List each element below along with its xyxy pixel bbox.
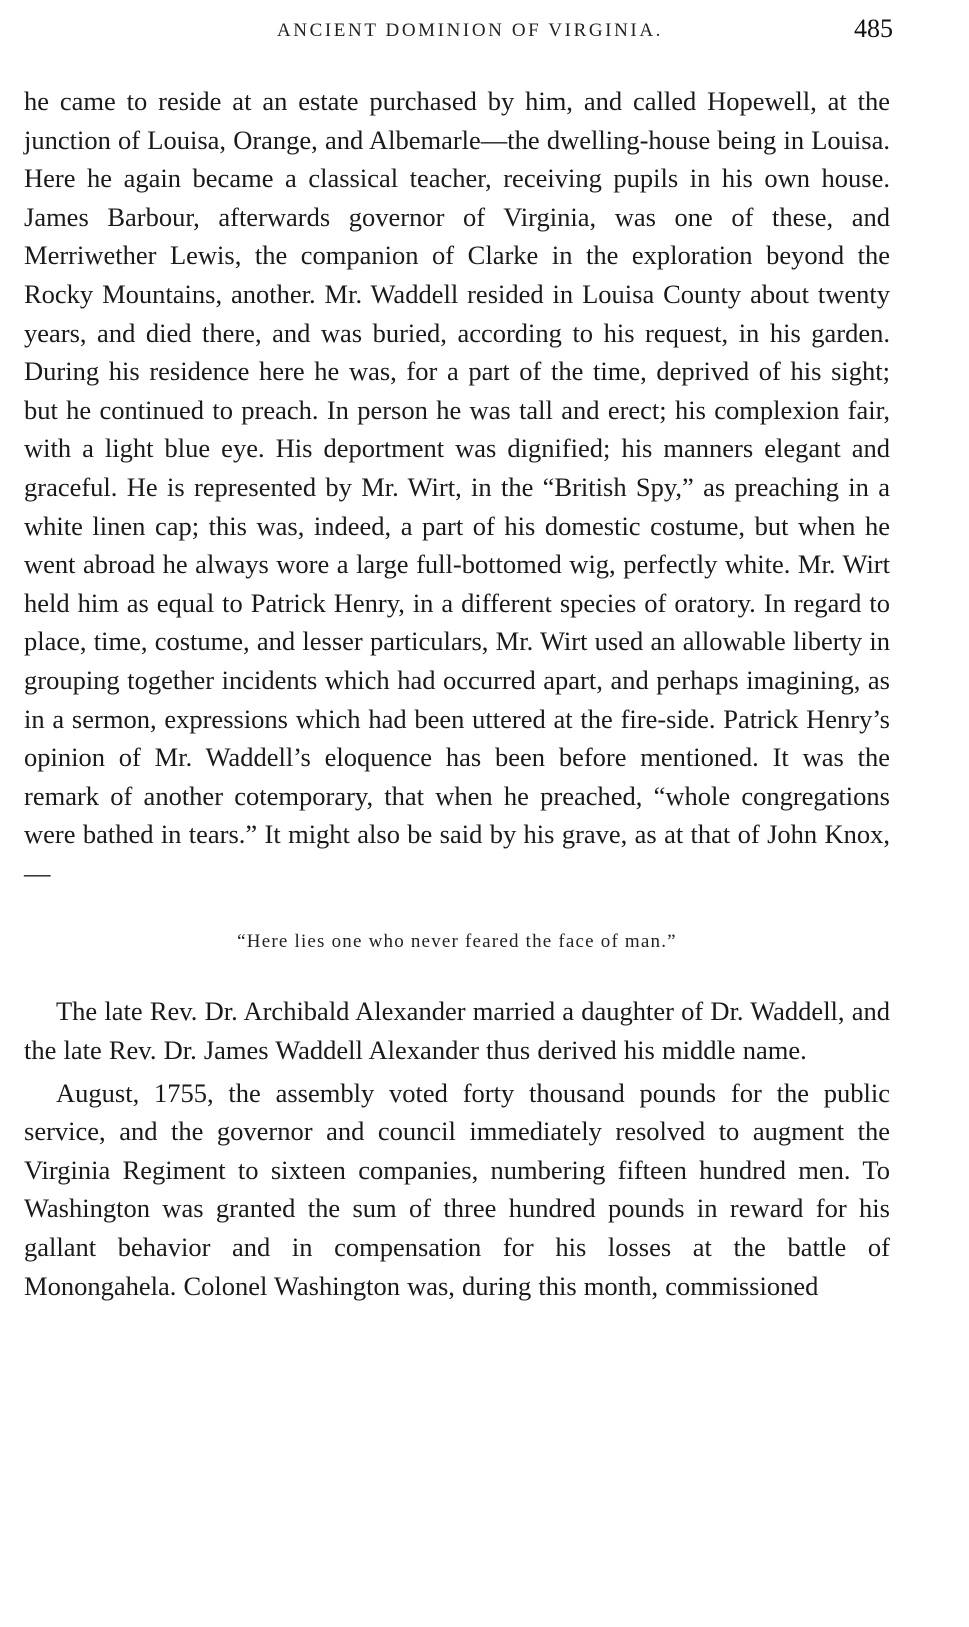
paragraph-continuation: he came to reside at an estate purchased by him, and called Hopewell, at the junction of Louisa, Orange, and Albemarle—the dwelling-house being in Louisa. Here he again became a classical teacher, receiving pupils in his own house. James Barbour, afterwards governor of Virginia, was one of these, and Merriwether Lewis, the companion of Clarke in the exploration beyond the Rocky Mountains, another. Mr. Waddell resided in Louisa County about twenty years, and died there, and was buried, according to his request, in his garden. During his residence here he was, for a part of the time, deprived of his sight; but he continued to preach. In person he was tall and erect; his complexion fair, with a light blue eye. His deportment was dignified; his manners elegant and graceful. He is represented by Mr. Wirt, in the “British Spy,” as preaching in a white linen cap; this was, indeed, a part of his domestic costume, but when he went abroad he always wore a large full-bottomed wig, perfectly white. Mr. Wirt held him as equal to Patrick Henry, in a different species of oratory. In regard to place, time, costume, and lesser particulars, Mr. Wirt used an allowable liberty in grouping together incidents which had occurred apart, and perhaps imagining, as in a sermon, expressions which had been uttered at the fire-side. Patrick Henry’s opinion of Mr. Waddell’s eloquence has been before mentioned. It was the remark of another cotemporary, that when he preached, “whole congregations were bathed in tears.” It might also be said by his grave, as at that of John Knox,— <box>24 86 890 888</box>
text-body <box>24 82 890 1305</box>
running-head <box>0 14 969 50</box>
running-title: ANCIENT DOMINION OF VIRGINIA. <box>276 20 664 41</box>
page-number: 485 <box>854 14 893 43</box>
epitaph-quote: “Here lies one who never feared the face of man.” <box>237 931 677 953</box>
paragraph-alexander: The late Rev. Dr. Archibald Alexander married a daughter of Dr. Waddell, and the late Rev. Dr. James Waddell Alexander thus derived his middle name. <box>24 996 890 1066</box>
paragraph-august-1755: August, 1755, the assembly voted forty thousand pounds for the public service, and the governor and council immediately resolved to augment the Virginia Regiment to sixteen companies, numbering fifteen hundred men. To Washington was granted the sum of three hundred pounds in reward for his gallant behavior and in compensation for his losses at the battle of Monongahela. Colonel Washington was, during this month, commissioned <box>24 1077 890 1301</box>
